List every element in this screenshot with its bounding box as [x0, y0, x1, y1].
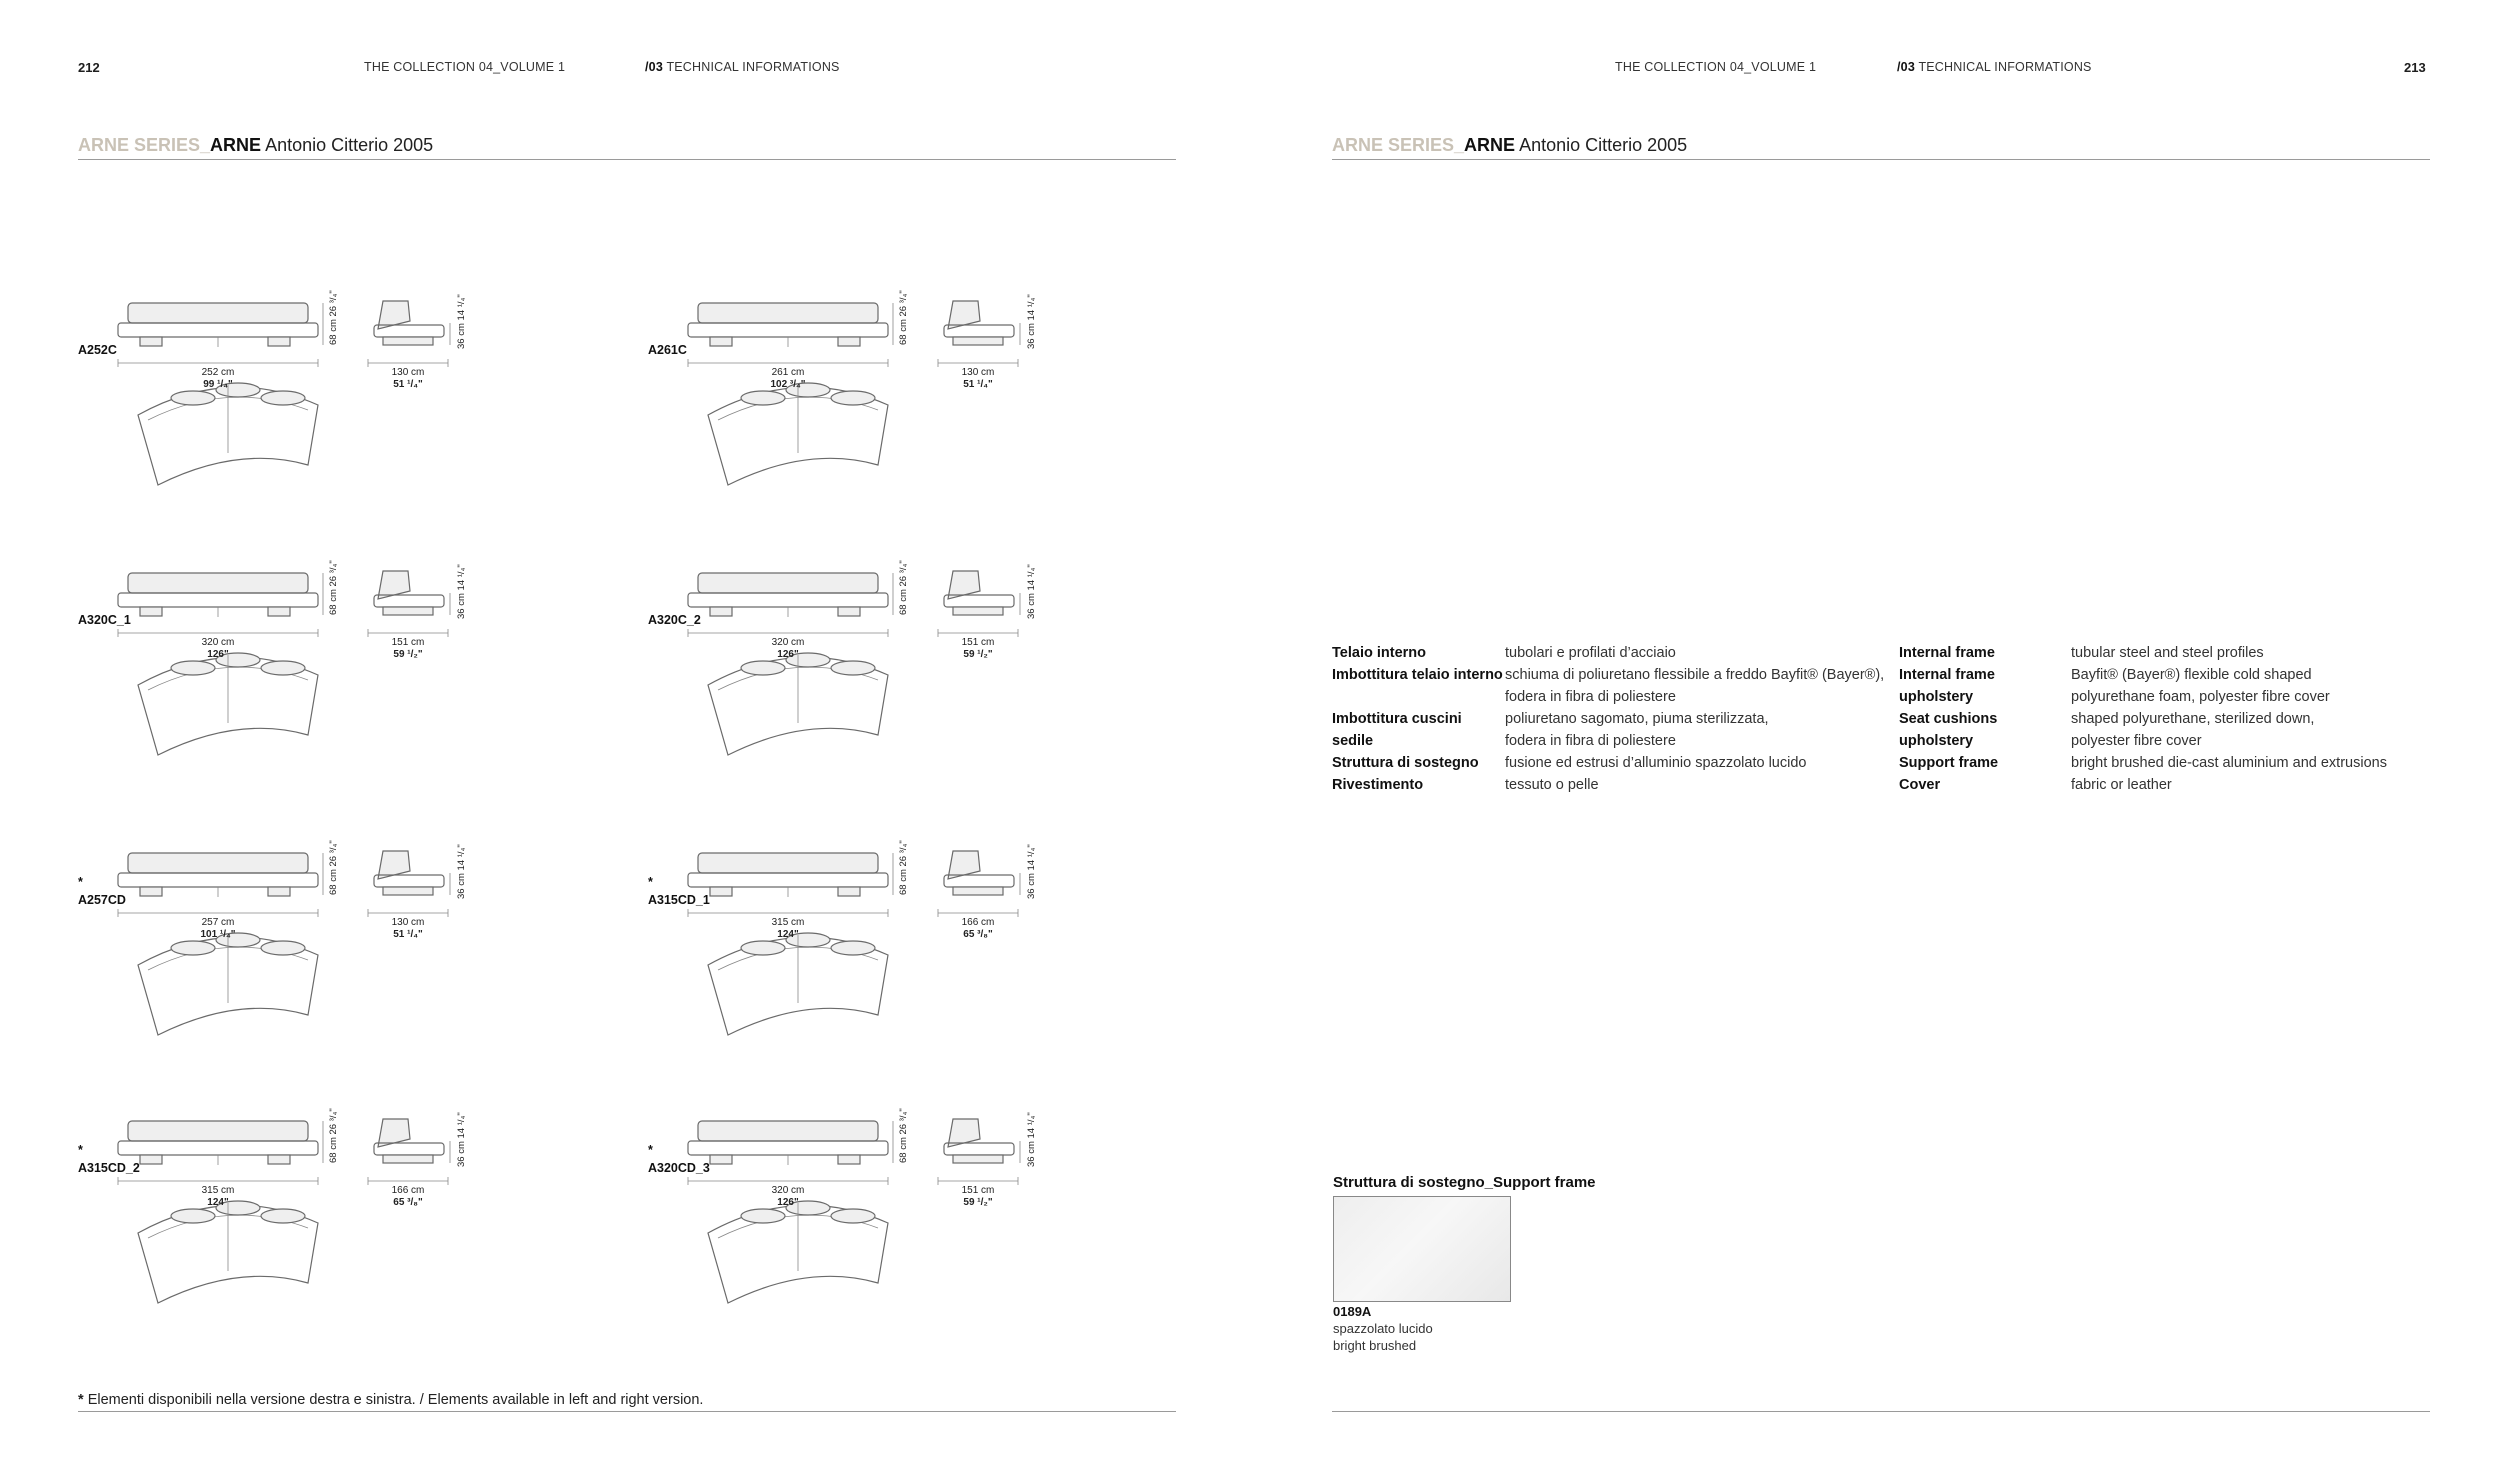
sofa-drawing [648, 565, 1178, 805]
depth-in: 51 ¹/₄" [393, 929, 423, 940]
width-cm: 315 cm [771, 917, 805, 928]
series-name: ARNE SERIES_ [1332, 135, 1465, 155]
spec-row [1332, 708, 1892, 752]
spec-label: Support frame [1899, 755, 1999, 771]
finish-code: 0189A [1333, 1304, 1372, 1319]
front-elevation [118, 1121, 323, 1185]
spec-value: tessuto o pelle [1505, 777, 1599, 793]
spec-label: Imbottitura cuscini sedile [1332, 711, 1462, 749]
series-name: ARNE SERIES_ [78, 135, 211, 155]
sofa-drawing [78, 295, 608, 535]
side-elevation [938, 851, 1020, 917]
page-title-right [1332, 135, 1687, 156]
depth-cm: 166 cm [391, 1185, 425, 1196]
front-elevation [118, 303, 323, 367]
bottom-rule-right [1332, 1411, 2430, 1412]
spec-row [1332, 642, 1892, 664]
width-in: 102 ³/₄" [770, 379, 806, 390]
spec-row [1332, 752, 1892, 774]
sofa-module [78, 560, 608, 805]
section-number: /03 [1897, 60, 1915, 74]
sofa-module [648, 560, 1178, 805]
plan-view [138, 1201, 318, 1303]
sofa-drawing [78, 845, 608, 1085]
page-number-right: 213 [2404, 60, 2426, 75]
title-rule-left [78, 159, 1176, 160]
sofa-module [78, 840, 608, 1085]
side-elevation [938, 571, 1020, 637]
depth-in: 65 ³/₈" [963, 929, 993, 940]
spec-row [1899, 774, 2439, 796]
width-cm: 261 cm [771, 367, 805, 378]
module-code: A252C [78, 343, 117, 357]
depth-cm: 130 cm [961, 367, 995, 378]
width-cm: 315 cm [201, 1185, 235, 1196]
module-code: A320C_1 [78, 613, 131, 627]
side-elevation [368, 301, 450, 367]
footnote [78, 1392, 703, 1408]
width-cm: 320 cm [771, 1185, 805, 1196]
depth-cm: 151 cm [391, 637, 425, 648]
front-elevation [688, 303, 893, 367]
module-asterisk: * [78, 1143, 83, 1157]
spec-label: Cover [1899, 777, 1941, 793]
side-elevation [368, 1119, 450, 1185]
height-dim: 68 cm 26 ³/₄" [898, 840, 909, 895]
seat-height-dim: 36 cm 14 ¹/₄" [1026, 1112, 1037, 1167]
front-elevation [688, 573, 893, 637]
front-elevation [688, 1121, 893, 1185]
spec-label: Seat cushions upholstery [1899, 711, 1998, 749]
spec-value: shaped polyurethane, sterilized down, polyester fibre cover [2071, 711, 2315, 749]
sofa-drawing [648, 295, 1178, 535]
footnote-star: * [78, 1392, 84, 1408]
height-dim: 68 cm 26 ³/₄" [898, 290, 909, 345]
section-header-right [1897, 60, 2092, 74]
plan-view [708, 1201, 888, 1303]
spec-label: Internal frame [1899, 645, 1995, 661]
sofa-drawing [78, 565, 608, 805]
finish-name-en: bright brushed [1333, 1338, 1417, 1353]
seat-height-dim: 36 cm 14 ¹/₄" [1026, 294, 1037, 349]
spec-row [1332, 774, 1892, 796]
spec-row [1899, 642, 2439, 664]
specs-italian [1332, 642, 1892, 796]
finish-name-it: spazzolato lucido [1333, 1321, 1433, 1336]
side-elevation [938, 1119, 1020, 1185]
width-in: 124" [207, 1197, 229, 1208]
depth-in: 51 ¹/₄" [963, 379, 993, 390]
height-dim: 68 cm 26 ³/₄" [328, 560, 339, 615]
sofa-module [648, 840, 1178, 1085]
sofa-module [78, 290, 608, 535]
sofa-module [78, 1108, 608, 1353]
depth-cm: 151 cm [961, 1185, 995, 1196]
module-code: A320C_2 [648, 613, 701, 627]
module-code: A257CD [78, 893, 126, 907]
spec-value: tubular steel and steel profiles [2071, 645, 2264, 661]
sofa-module [648, 1108, 1178, 1353]
section-title: TECHNICAL INFORMATIONS [1918, 60, 2092, 74]
sofa-module [648, 290, 1178, 535]
height-dim: 68 cm 26 ³/₄" [328, 840, 339, 895]
height-dim: 68 cm 26 ³/₄" [328, 1108, 339, 1163]
spec-value: schiuma di poliuretano flessibile a freddo Bayfit® (Bayer®), fodera in fibra di poliestere [1505, 667, 1885, 705]
model-name: ARNE [210, 135, 262, 155]
front-elevation [118, 573, 323, 637]
title-rule-right [1332, 159, 2430, 160]
depth-in: 59 ¹/₂" [963, 649, 993, 660]
page-number-left: 212 [78, 60, 100, 75]
section-number: /03 [645, 60, 663, 74]
module-asterisk: * [78, 875, 83, 889]
spec-label: Struttura di sostegno [1332, 755, 1479, 771]
spec-value: tubolari e profilati d’acciaio [1505, 645, 1676, 661]
seat-height-dim: 36 cm 14 ¹/₄" [456, 294, 467, 349]
depth-cm: 130 cm [391, 917, 425, 928]
finish-swatch [1333, 1196, 1511, 1302]
seat-height-dim: 36 cm 14 ¹/₄" [1026, 844, 1037, 899]
plan-view [138, 933, 318, 1035]
height-dim: 68 cm 26 ³/₄" [898, 1108, 909, 1163]
side-elevation [368, 851, 450, 917]
depth-cm: 166 cm [961, 917, 995, 928]
width-cm: 320 cm [201, 637, 235, 648]
spec-value: bright brushed die-cast aluminium and extrusions [2071, 755, 2387, 771]
depth-cm: 151 cm [961, 637, 995, 648]
module-code: A261C [648, 343, 687, 357]
specs-english [1899, 642, 2439, 796]
front-elevation [688, 853, 893, 917]
width-cm: 257 cm [201, 917, 235, 928]
model-name: ARNE [1464, 135, 1516, 155]
side-elevation [938, 301, 1020, 367]
spec-value: fabric or leather [2071, 777, 2172, 793]
plan-view [708, 653, 888, 755]
seat-height-dim: 36 cm 14 ¹/₄" [456, 844, 467, 899]
bottom-rule-left [78, 1411, 1176, 1412]
plan-view [708, 383, 888, 485]
seat-height-dim: 36 cm 14 ¹/₄" [456, 564, 467, 619]
height-dim: 68 cm 26 ³/₄" [898, 560, 909, 615]
width-in: 126" [777, 649, 799, 660]
spec-label: Internal frame upholstery [1899, 667, 1995, 705]
sofa-drawing [648, 1113, 1178, 1353]
width-in: 99 ¹/₄" [203, 379, 233, 390]
spec-row [1332, 664, 1892, 708]
module-code: A315CD_1 [648, 893, 710, 907]
spec-row [1899, 708, 2439, 752]
plan-view [708, 933, 888, 1035]
finish-heading: Struttura di sostegno_Support frame [1333, 1174, 1596, 1191]
width-cm: 252 cm [201, 367, 235, 378]
width-cm: 320 cm [771, 637, 805, 648]
sofa-drawing [648, 845, 1178, 1085]
width-in: 101 ¹/₄" [200, 929, 236, 940]
width-in: 126" [777, 1197, 799, 1208]
plan-view [138, 383, 318, 485]
depth-in: 59 ¹/₂" [393, 649, 423, 660]
page-title-left [78, 135, 433, 156]
spec-label: Rivestimento [1332, 777, 1424, 793]
depth-in: 59 ¹/₂" [963, 1197, 993, 1208]
module-asterisk: * [648, 875, 653, 889]
seat-height-dim: 36 cm 14 ¹/₄" [456, 1112, 467, 1167]
section-header-left [645, 60, 840, 74]
spec-row [1899, 752, 2439, 774]
section-title: TECHNICAL INFORMATIONS [666, 60, 840, 74]
designer: Antonio Citterio 2005 [265, 135, 434, 155]
sofa-drawing [78, 1113, 608, 1353]
spec-value: Bayfit® (Bayer®) flexible cold shaped polyurethane foam, polyester fibre cover [2071, 667, 2330, 705]
spec-value: fusione ed estrusi d’alluminio spazzolato lucido [1505, 755, 1807, 771]
spec-label: Telaio interno [1332, 645, 1426, 661]
module-code: A320CD_3 [648, 1161, 710, 1175]
footnote-text: Elementi disponibili nella versione destra e sinistra. / Elements available in left and right version. [87, 1392, 704, 1408]
width-in: 124" [777, 929, 799, 940]
depth-in: 51 ¹/₄" [393, 379, 423, 390]
spec-label: Imbottitura telaio interno [1332, 667, 1503, 683]
depth-cm: 130 cm [391, 367, 425, 378]
seat-height-dim: 36 cm 14 ¹/₄" [1026, 564, 1037, 619]
module-code: A315CD_2 [78, 1161, 140, 1175]
width-in: 126" [207, 649, 229, 660]
depth-in: 65 ³/₈" [393, 1197, 423, 1208]
designer: Antonio Citterio 2005 [1519, 135, 1688, 155]
spec-row [1899, 664, 2439, 708]
spec-value: poliuretano sagomato, piuma sterilizzata, fodera in fibra di poliestere [1505, 711, 1769, 749]
module-asterisk: * [648, 1143, 653, 1157]
height-dim: 68 cm 26 ³/₄" [328, 290, 339, 345]
plan-view [138, 653, 318, 755]
side-elevation [368, 571, 450, 637]
front-elevation [118, 853, 323, 917]
running-title-right: THE COLLECTION 04_VOLUME 1 [1615, 60, 1817, 74]
running-title-left: THE COLLECTION 04_VOLUME 1 [364, 60, 566, 74]
